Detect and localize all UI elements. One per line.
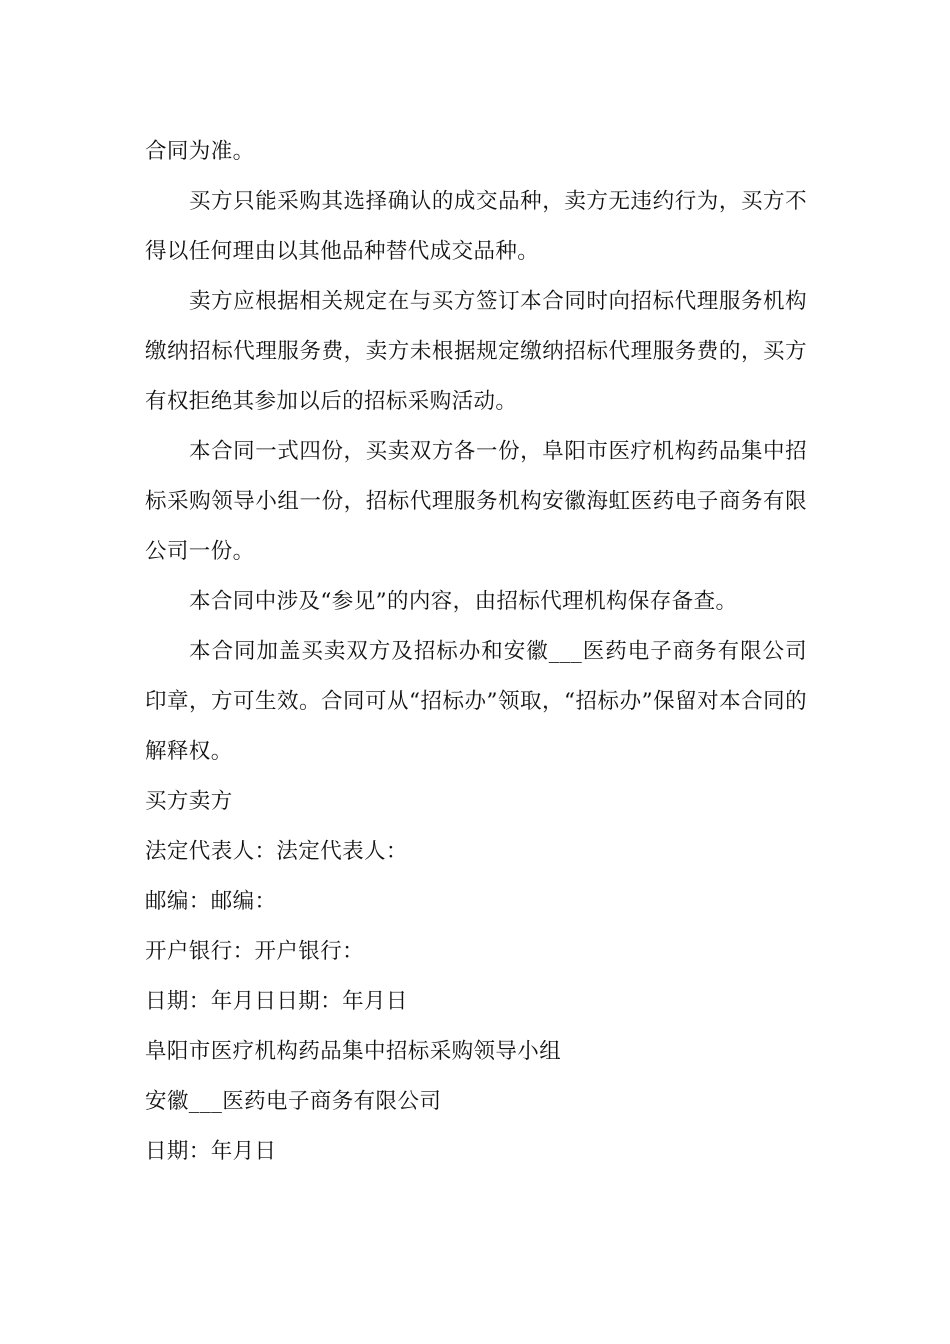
paragraph-copies: 本合同一式四份，买卖双方各一份，阜阳市医疗机构药品集中招标采购领导小组一份，招标代理服务机构安徽海虹医药电子商务有限公司一份。	[145, 439, 807, 564]
signature-company: 安徽___医药电子商务有限公司	[145, 1089, 442, 1114]
document-body	[145, 127, 807, 1177]
paragraph-seal: 本合同加盖买卖双方及招标办和安徽___医药电子商务有限公司印章，方可生效。合同可从“招标办”领取，“招标办”保留对本合同的解释权。	[145, 639, 807, 764]
signature-final-date: 日期：年月日	[145, 1139, 277, 1164]
signature-postcode: 邮编：邮编：	[145, 889, 277, 914]
signature-legal-rep: 法定代表人：法定代表人：	[145, 839, 408, 864]
paragraph-reference: 本合同中涉及“参见”的内容，由招标代理机构保存备查。	[189, 589, 738, 614]
signature-bank: 开户银行：开户银行：	[145, 939, 365, 964]
signature-date: 日期：年月日日期：年月日	[145, 989, 408, 1014]
signature-group: 阜阳市医疗机构药品集中招标采购领导小组	[145, 1039, 562, 1064]
paragraph-service-fee: 卖方应根据相关规定在与买方签订本合同时向招标代理服务机构缴纳招标代理服务费，卖方未根据规定缴纳招标代理服务费的，买方有权拒绝其参加以后的招标采购活动。	[145, 289, 807, 414]
paragraph-continuation: 合同为准。	[145, 139, 255, 164]
paragraph-varieties: 买方只能采购其选择确认的成交品种，卖方无违约行为，买方不得以任何理由以其他品种替代成交品种。	[145, 189, 807, 264]
signature-parties: 买方卖方	[145, 789, 233, 814]
